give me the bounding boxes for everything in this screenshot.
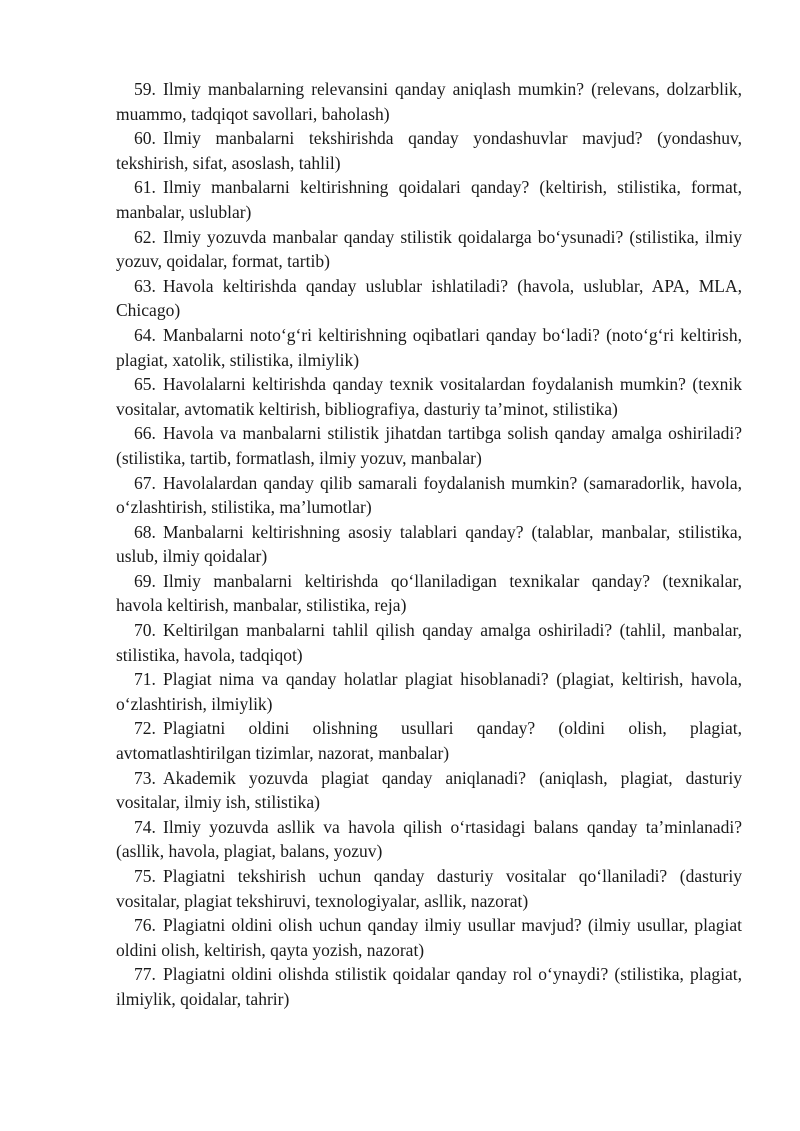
question-number: 62. [134, 226, 156, 247]
question-text: Havola va manbalarni stilistik jihatdan tartibga solish qanday amalga oshiriladi? (stilistika, tartib, formatlash, ilmiy yozuv, manbalar) [116, 423, 742, 468]
question-item [116, 323, 742, 372]
question-text: Keltirilgan manbalarni tahlil qilish qanday amalga oshiriladi? (tahlil, manbalar, stilistika, havola, tadqiqot) [116, 620, 742, 665]
question-number: 71. [134, 669, 156, 690]
question-item [116, 274, 742, 323]
question-text: Ilmiy yozuvda asllik va havola qilish o‘rtasidagi balans qanday ta’minlanadi? (asllik, havola, plagiat, balans, yozuv) [116, 816, 742, 862]
question-text: Plagiatni tekshirish uchun qanday dasturiy vositalar qo‘llaniladi? (dasturiy vositalar, plagiat tekshiruvi, texnologiyalar, asllik, nazorat) [116, 866, 742, 911]
question-number: 64. [134, 324, 156, 345]
question-item [116, 421, 742, 470]
question-item [116, 520, 742, 569]
question-number: 74. [134, 816, 156, 837]
question-item [116, 716, 742, 765]
question-text: Akademik yozuvda plagiat qanday aniqlanadi? (aniqlash, plagiat, dasturiy vositalar, ilmiy ish, stilistika) [116, 767, 742, 813]
question-item [116, 962, 742, 1011]
question-number: 60. [134, 128, 156, 149]
question-number: 70. [134, 620, 156, 641]
question-list [116, 77, 742, 1012]
question-number: 77. [134, 964, 156, 985]
question-text: Plagiatni oldini olish uchun qanday ilmiy usullar mavjud? (ilmiy usullar, plagiat oldini olish, keltirish, qayta yozish, nazorat) [116, 915, 742, 960]
question-text: Plagiatni oldini olishning usullari qanday? (oldini olish, plagiat, avtomatlashtirilgan tizimlar, nazorat, manbalar) [116, 718, 742, 764]
question-text: Ilmiy manbalarni keltirishning qoidalari qanday? (keltirish, stilistika, format, manbalar, uslublar) [116, 177, 742, 222]
question-item [116, 372, 742, 421]
question-text: Ilmiy manbalarning relevansini qanday aniqlash mumkin? (relevans, dolzarblik, muammo, tadqiqot savollari, baholash) [116, 79, 742, 124]
question-item [116, 77, 742, 126]
question-text: Manbalarni keltirishning asosiy talablari qanday? (talablar, manbalar, stilistika, uslub, ilmiy qoidalar) [116, 521, 742, 567]
question-number: 69. [134, 570, 156, 591]
question-number: 63. [134, 275, 156, 296]
question-item [116, 864, 742, 913]
question-text: Havolalarni keltirishda qanday texnik vositalardan foydalanish mumkin? (texnik vositalar, avtomatik keltirish, bibliografiya, dasturiy ta’minot, stilistika) [116, 374, 742, 419]
question-item [116, 913, 742, 962]
question-item [116, 815, 742, 864]
question-number: 72. [134, 718, 156, 739]
question-item [116, 618, 742, 667]
question-text: Manbalarni noto‘g‘ri keltirishning oqibatlari qanday bo‘ladi? (noto‘g‘ri keltirish, plagiat, xatolik, stilistika, ilmiylik) [116, 324, 742, 370]
question-item [116, 225, 742, 274]
question-item [116, 569, 742, 618]
question-item [116, 175, 742, 224]
question-number: 75. [134, 866, 156, 886]
question-text: Havola keltirishda qanday uslublar ishlatiladi? (havola, uslublar, APA, MLA, Chicago) [116, 275, 742, 321]
question-item [116, 766, 742, 815]
question-text: Havolalardan qanday qilib samarali foydalanish mumkin? (samaradorlik, havola, o‘zlashtirish, stilistika, ma’lumotlar) [116, 472, 742, 518]
question-item [116, 471, 742, 520]
question-number: 67. [134, 472, 156, 493]
question-number: 59. [134, 79, 156, 99]
question-number: 65. [134, 374, 156, 395]
question-text: Ilmiy manbalarni keltirishda qo‘llaniladigan texnikalar qanday? (texnikalar, havola keltirish, manbalar, stilistika, reja) [116, 570, 742, 616]
question-number: 66. [134, 423, 156, 444]
question-number: 61. [134, 177, 156, 198]
question-text: Ilmiy manbalarni tekshirishda qanday yondashuvlar mavjud? (yondashuv, tekshirish, sifat, asoslash, tahlil) [116, 128, 742, 173]
question-number: 73. [134, 767, 156, 788]
question-text: Plagiat nima va qanday holatlar plagiat hisoblanadi? (plagiat, keltirish, havola, o‘zlashtirish, ilmiylik) [116, 669, 742, 714]
question-item [116, 667, 742, 716]
question-text: Plagiatni oldini olishda stilistik qoidalar qanday rol o‘ynaydi? (stilistika, plagiat, ilmiylik, qoidalar, tahrir) [116, 964, 742, 1009]
question-text: Ilmiy yozuvda manbalar qanday stilistik qoidalarga bo‘ysunadi? (stilistika, ilmiy yozuv, qoidalar, format, tartib) [116, 226, 742, 272]
question-number: 68. [134, 521, 156, 542]
document-page [116, 77, 742, 1012]
question-item [116, 126, 742, 175]
question-number: 76. [134, 915, 156, 936]
